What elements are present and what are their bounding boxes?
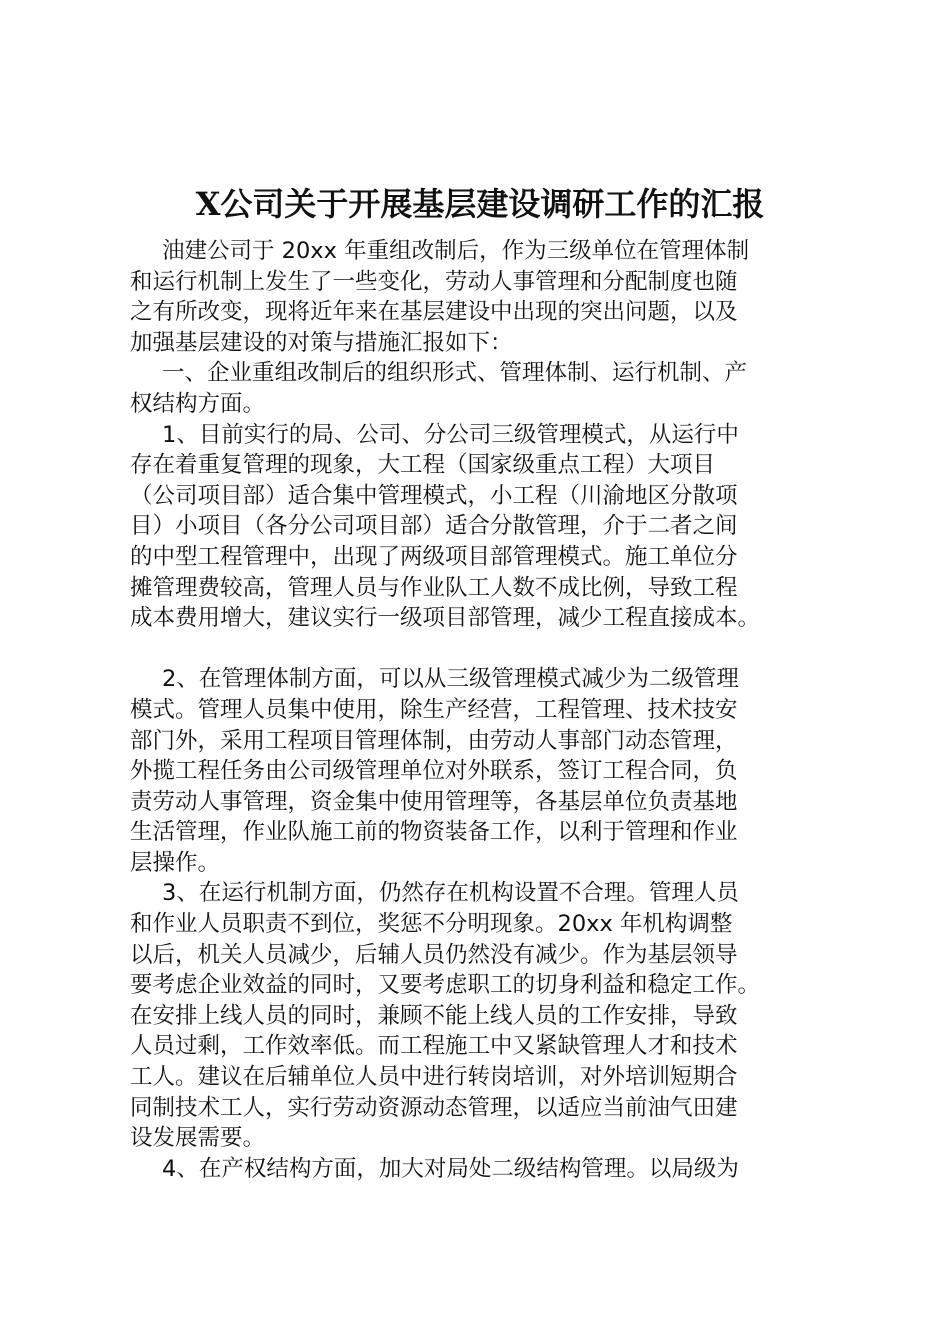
- paragraph-line: 2、在管理体制方面，可以从三级管理模式减少为二级管理: [162, 666, 739, 693]
- paragraph-line: 同制技术工人，实行劳动资源动态管理，以适应当前油气田建: [130, 1094, 738, 1121]
- paragraph-line: 4、在产权结构方面，加大对局处二级结构管理。以局级为: [162, 1155, 739, 1182]
- paragraph-line: 油建公司于 20xx 年重组改制后，作为三级单位在管理体制: [162, 238, 750, 264]
- paragraph-line: 在安排上线人员的同时，兼顾不能上线人员的工作安排，导致: [130, 1002, 738, 1029]
- paragraph-line: 部门外，采用工程项目管理体制，由劳动人事部门动态管理，: [130, 727, 738, 754]
- paragraph-line: 外揽工程任务由公司级管理单位对外联系，签订工程合同，负: [130, 758, 738, 785]
- paragraph-line: （公司项目部）适合集中管理模式，小工程（川渝地区分散项: [130, 482, 738, 509]
- paragraph-line: 成本费用增大，建议实行一级项目部管理，减少工程直接成本。: [130, 605, 761, 632]
- document-title: X公司关于开展基层建设调研工作的汇报: [195, 185, 765, 223]
- paragraph-line: 模式。管理人员集中使用，除生产经营，工程管理、技术技安: [130, 696, 738, 723]
- paragraph-line: 要考虑企业效益的同时，又要考虑职工的切身利益和稳定工作。: [130, 972, 761, 999]
- paragraph-line: 生活管理，作业队施工前的物资装备工作，以利于管理和作业: [130, 819, 738, 846]
- paragraph-line: 的中型工程管理中，出现了两级项目部管理模式。施工单位分: [130, 543, 738, 570]
- paragraph-line: 存在着重复管理的现象，大工程（国家级重点工程）大项目: [130, 452, 716, 479]
- section-heading-line: 权结构方面。: [130, 390, 266, 417]
- paragraph-line: 目）小项目（各分公司项目部）适合分散管理，介于二者之间: [130, 513, 738, 540]
- paragraph-line: 之有所改变，现将近年来在基层建设中出现的突出问题，以及: [130, 299, 738, 326]
- section-heading-line: 一、企业重组改制后的组织形式、管理体制、运行机制、产: [162, 360, 748, 387]
- paragraph-line: 1、目前实行的局、公司、分公司三级管理模式，从运行中: [162, 421, 739, 448]
- paragraph-line: 人员过剩，工作效率低。而工程施工中又紧缺管理人才和技术: [130, 1033, 738, 1060]
- paragraph-line: 加强基层建设的对策与措施汇报如下：: [130, 329, 513, 356]
- blank-line: [130, 634, 830, 665]
- paragraph-line: 工人。建议在后辅单位人员中进行转岗培训，对外培训短期合: [130, 1064, 738, 1091]
- paragraph-line: 摊管理费较高，管理人员与作业队工人数不成比例，导致工程: [130, 574, 738, 601]
- paragraph-line: 层操作。: [130, 849, 221, 876]
- paragraph-line: 3、在运行机制方面，仍然存在机构设置不合理。管理人员: [162, 880, 739, 907]
- paragraph-line: 和运行机制上发生了一些变化，劳动人事管理和分配制度也随: [130, 268, 738, 295]
- document-body: [130, 236, 830, 1184]
- paragraph-line: 设发展需要。: [130, 1125, 266, 1152]
- paragraph-line: 以后，机关人员减少，后辅人员仍然没有减少。作为基层领导: [130, 941, 738, 968]
- paragraph-line: 责劳动人事管理，资金集中使用管理等，各基层单位负责基地: [130, 788, 738, 815]
- paragraph-line: 和作业人员职责不到位，奖惩不分明现象。20xx 年机构调整: [130, 911, 733, 938]
